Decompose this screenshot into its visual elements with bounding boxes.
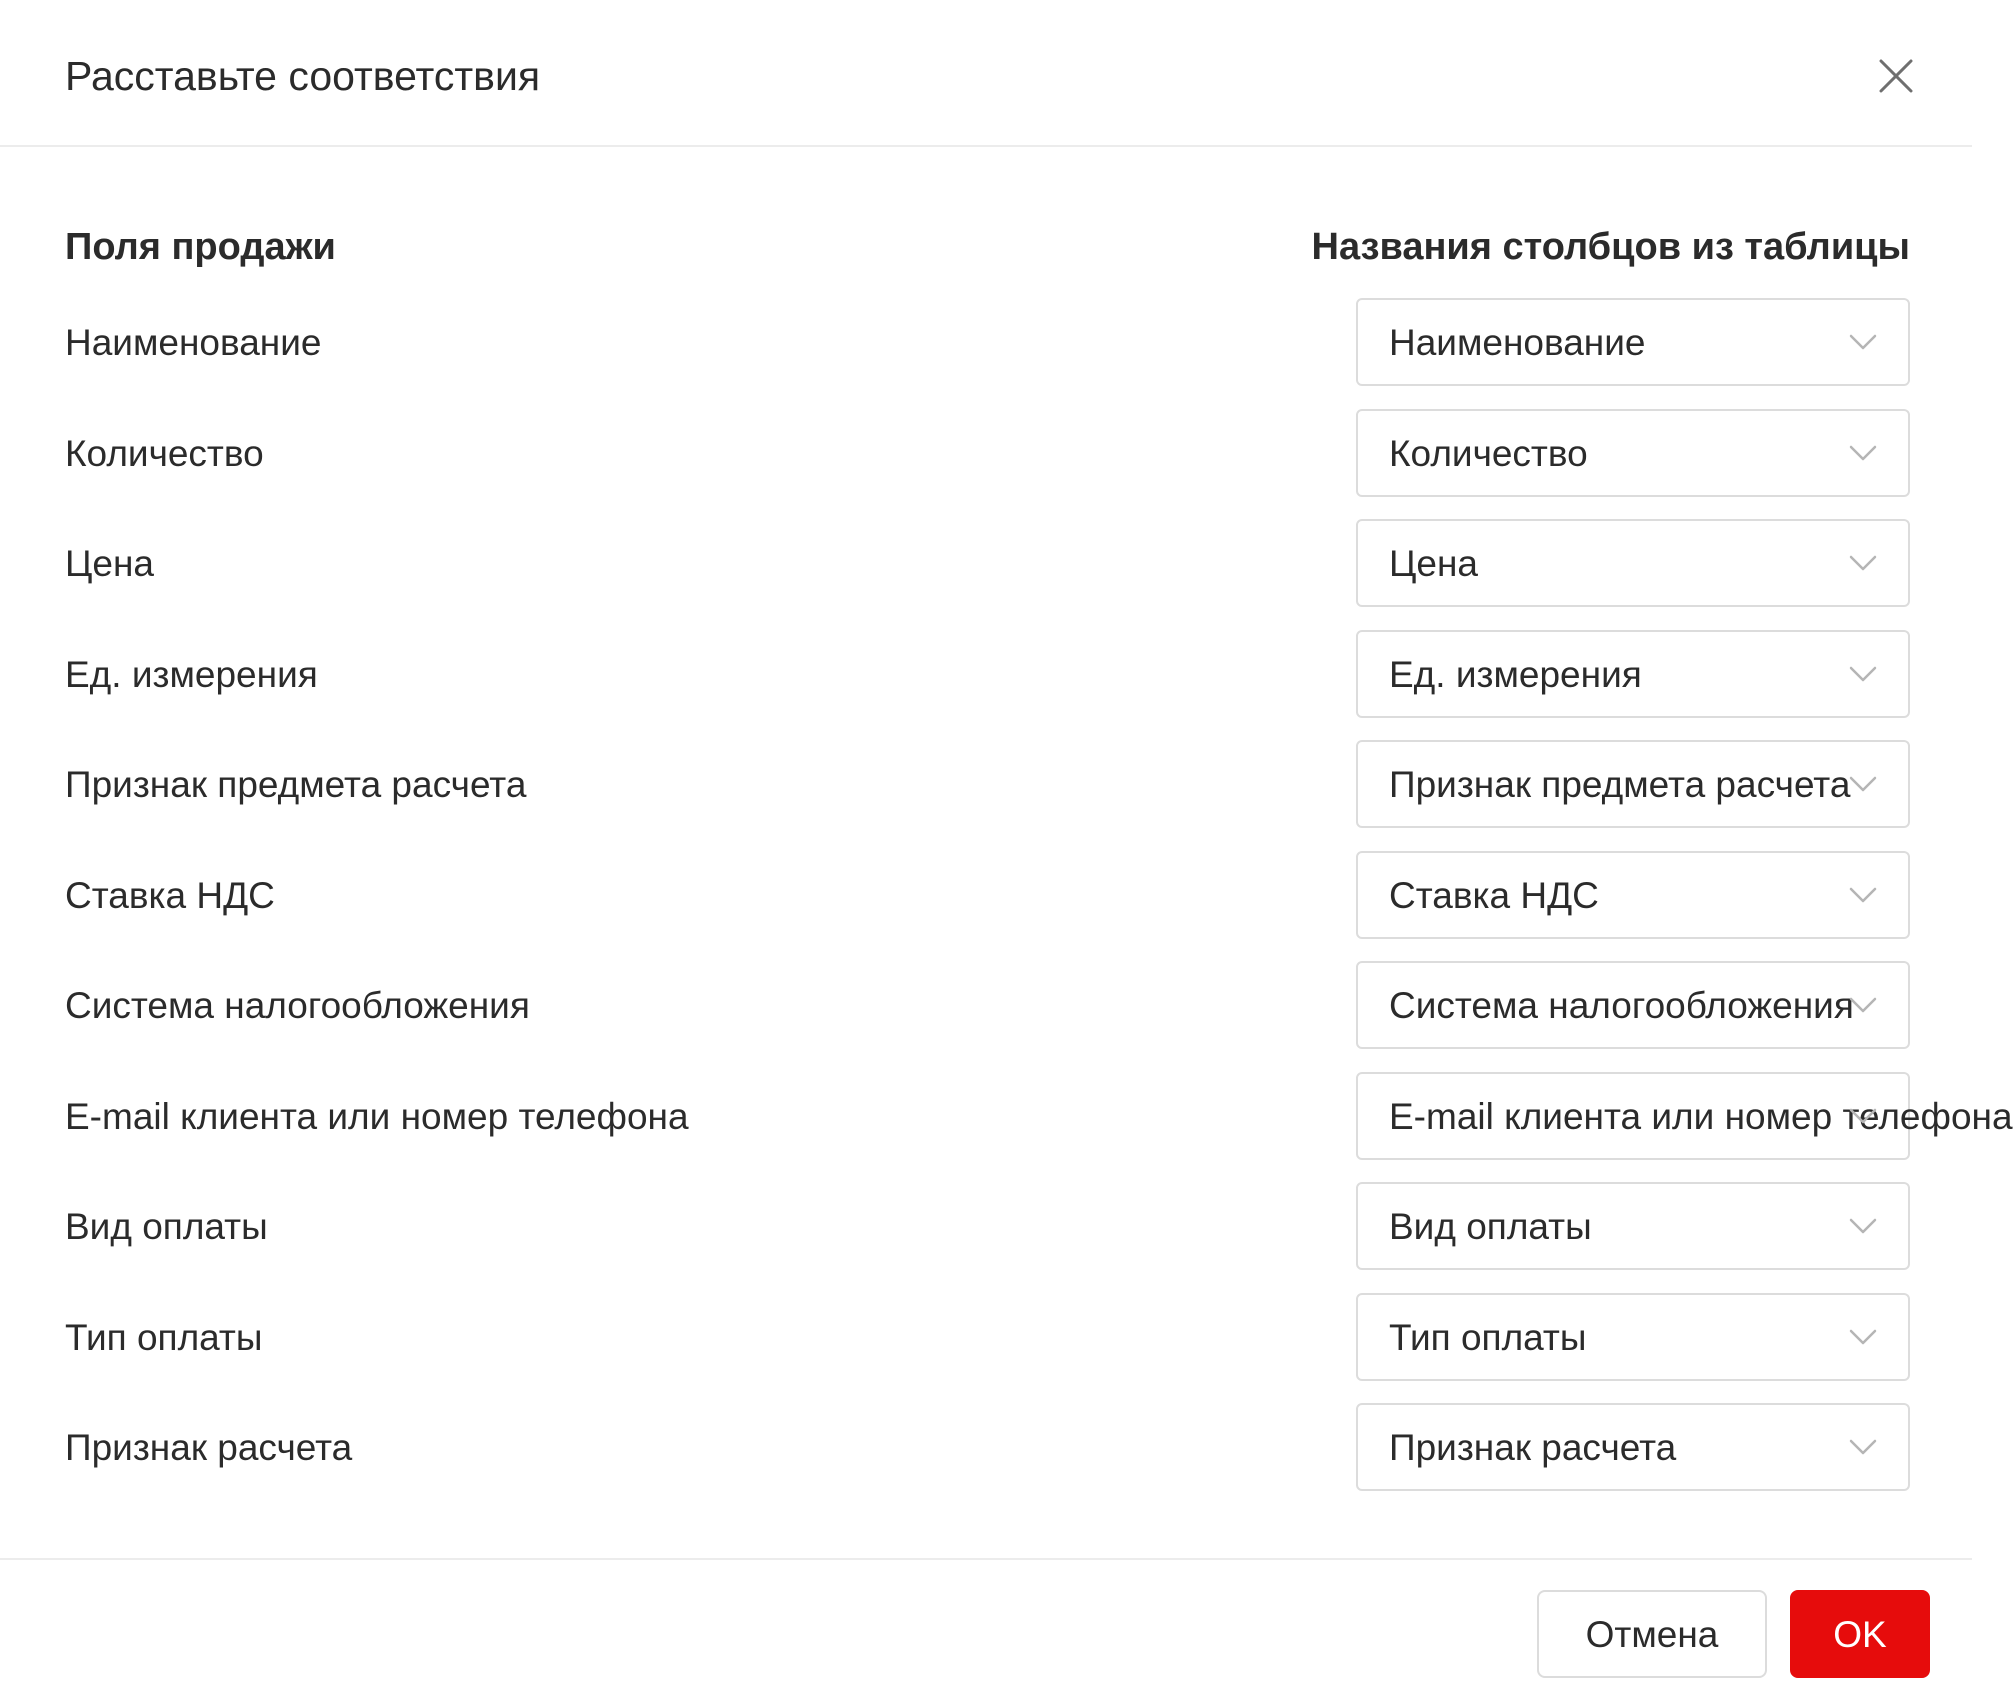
mapping-row	[0, 298, 1972, 409]
column-select-value: Ставка НДС	[1389, 874, 1599, 916]
column-select-value: Тип оплаты	[1389, 1316, 1587, 1358]
mapping-rows	[0, 298, 2013, 1514]
column-select[interactable]	[1356, 851, 1910, 939]
ok-button[interactable]: OK	[1790, 1590, 1930, 1678]
chevron-down-icon	[1848, 664, 1878, 684]
sale-field-label: Цена	[65, 543, 154, 584]
chevron-down-icon	[1848, 443, 1878, 463]
column-select[interactable]	[1356, 1403, 1910, 1491]
chevron-down-icon	[1848, 995, 1878, 1015]
column-select-value: Признак предмета расчета	[1389, 764, 1851, 805]
column-select-value: Признак расчета	[1389, 1427, 1677, 1468]
chevron-down-icon	[1848, 553, 1878, 573]
sale-field-label: Ставка НДС	[65, 874, 275, 916]
table-columns-header: Названия столбцов из таблицы	[1311, 226, 1910, 268]
dialog-title: Расставьте соответствия	[65, 53, 541, 99]
mapping-row	[0, 1293, 1972, 1404]
column-select[interactable]	[1356, 409, 1910, 497]
column-select-value: E-mail клиента или номер телефона	[1389, 1095, 2013, 1137]
column-select-value: Цена	[1389, 543, 1478, 584]
sale-field-label: Количество	[65, 432, 264, 474]
sale-field-label: Признак предмета расчета	[65, 764, 527, 805]
column-select[interactable]	[1356, 1072, 2013, 1160]
sale-field-label: Ед. измерения	[65, 653, 318, 695]
chevron-down-icon	[1848, 1106, 1878, 1126]
chevron-down-icon	[1848, 774, 1878, 794]
mapping-row	[0, 1072, 2013, 1183]
mapping-row	[0, 961, 1972, 1072]
column-select[interactable]	[1356, 961, 1910, 1049]
column-select-value: Система налогообложения	[1389, 985, 1854, 1026]
chevron-down-icon	[1848, 1327, 1878, 1347]
cancel-button[interactable]: Отмена	[1537, 1590, 1767, 1678]
column-select[interactable]	[1356, 519, 1910, 607]
column-select-value: Ед. измерения	[1389, 653, 1642, 695]
mapping-row	[0, 630, 1972, 741]
mapping-row	[0, 1403, 1972, 1514]
mapping-row	[0, 1182, 1972, 1293]
close-icon	[1872, 52, 1920, 100]
column-select[interactable]	[1356, 740, 1910, 828]
sale-field-label: E-mail клиента или номер телефона	[65, 1095, 689, 1137]
close-button[interactable]	[1872, 52, 1920, 100]
column-select[interactable]	[1356, 630, 1910, 718]
column-select[interactable]	[1356, 1182, 1910, 1270]
chevron-down-icon	[1848, 1216, 1878, 1236]
sale-field-label: Вид оплаты	[65, 1206, 268, 1247]
sale-field-label: Тип оплаты	[65, 1316, 263, 1358]
column-select[interactable]	[1356, 298, 1910, 386]
chevron-down-icon	[1848, 332, 1878, 352]
mapping-row	[0, 740, 1972, 851]
mapping-row	[0, 519, 1972, 630]
chevron-down-icon	[1848, 885, 1878, 905]
dialog-header	[0, 0, 1972, 147]
column-select-value: Наименование	[1389, 322, 1646, 363]
dialog-footer	[0, 1558, 1972, 1692]
column-select[interactable]	[1356, 1293, 1910, 1381]
sale-field-label: Система налогообложения	[65, 985, 530, 1026]
sale-field-label: Признак расчета	[65, 1427, 353, 1468]
mapping-row	[0, 409, 1972, 520]
column-select-value: Вид оплаты	[1389, 1206, 1592, 1247]
mapping-row	[0, 851, 1972, 962]
sale-fields-header: Поля продажи	[65, 226, 336, 268]
column-select-value: Количество	[1389, 432, 1588, 474]
sale-field-label: Наименование	[65, 322, 322, 363]
chevron-down-icon	[1848, 1437, 1878, 1457]
